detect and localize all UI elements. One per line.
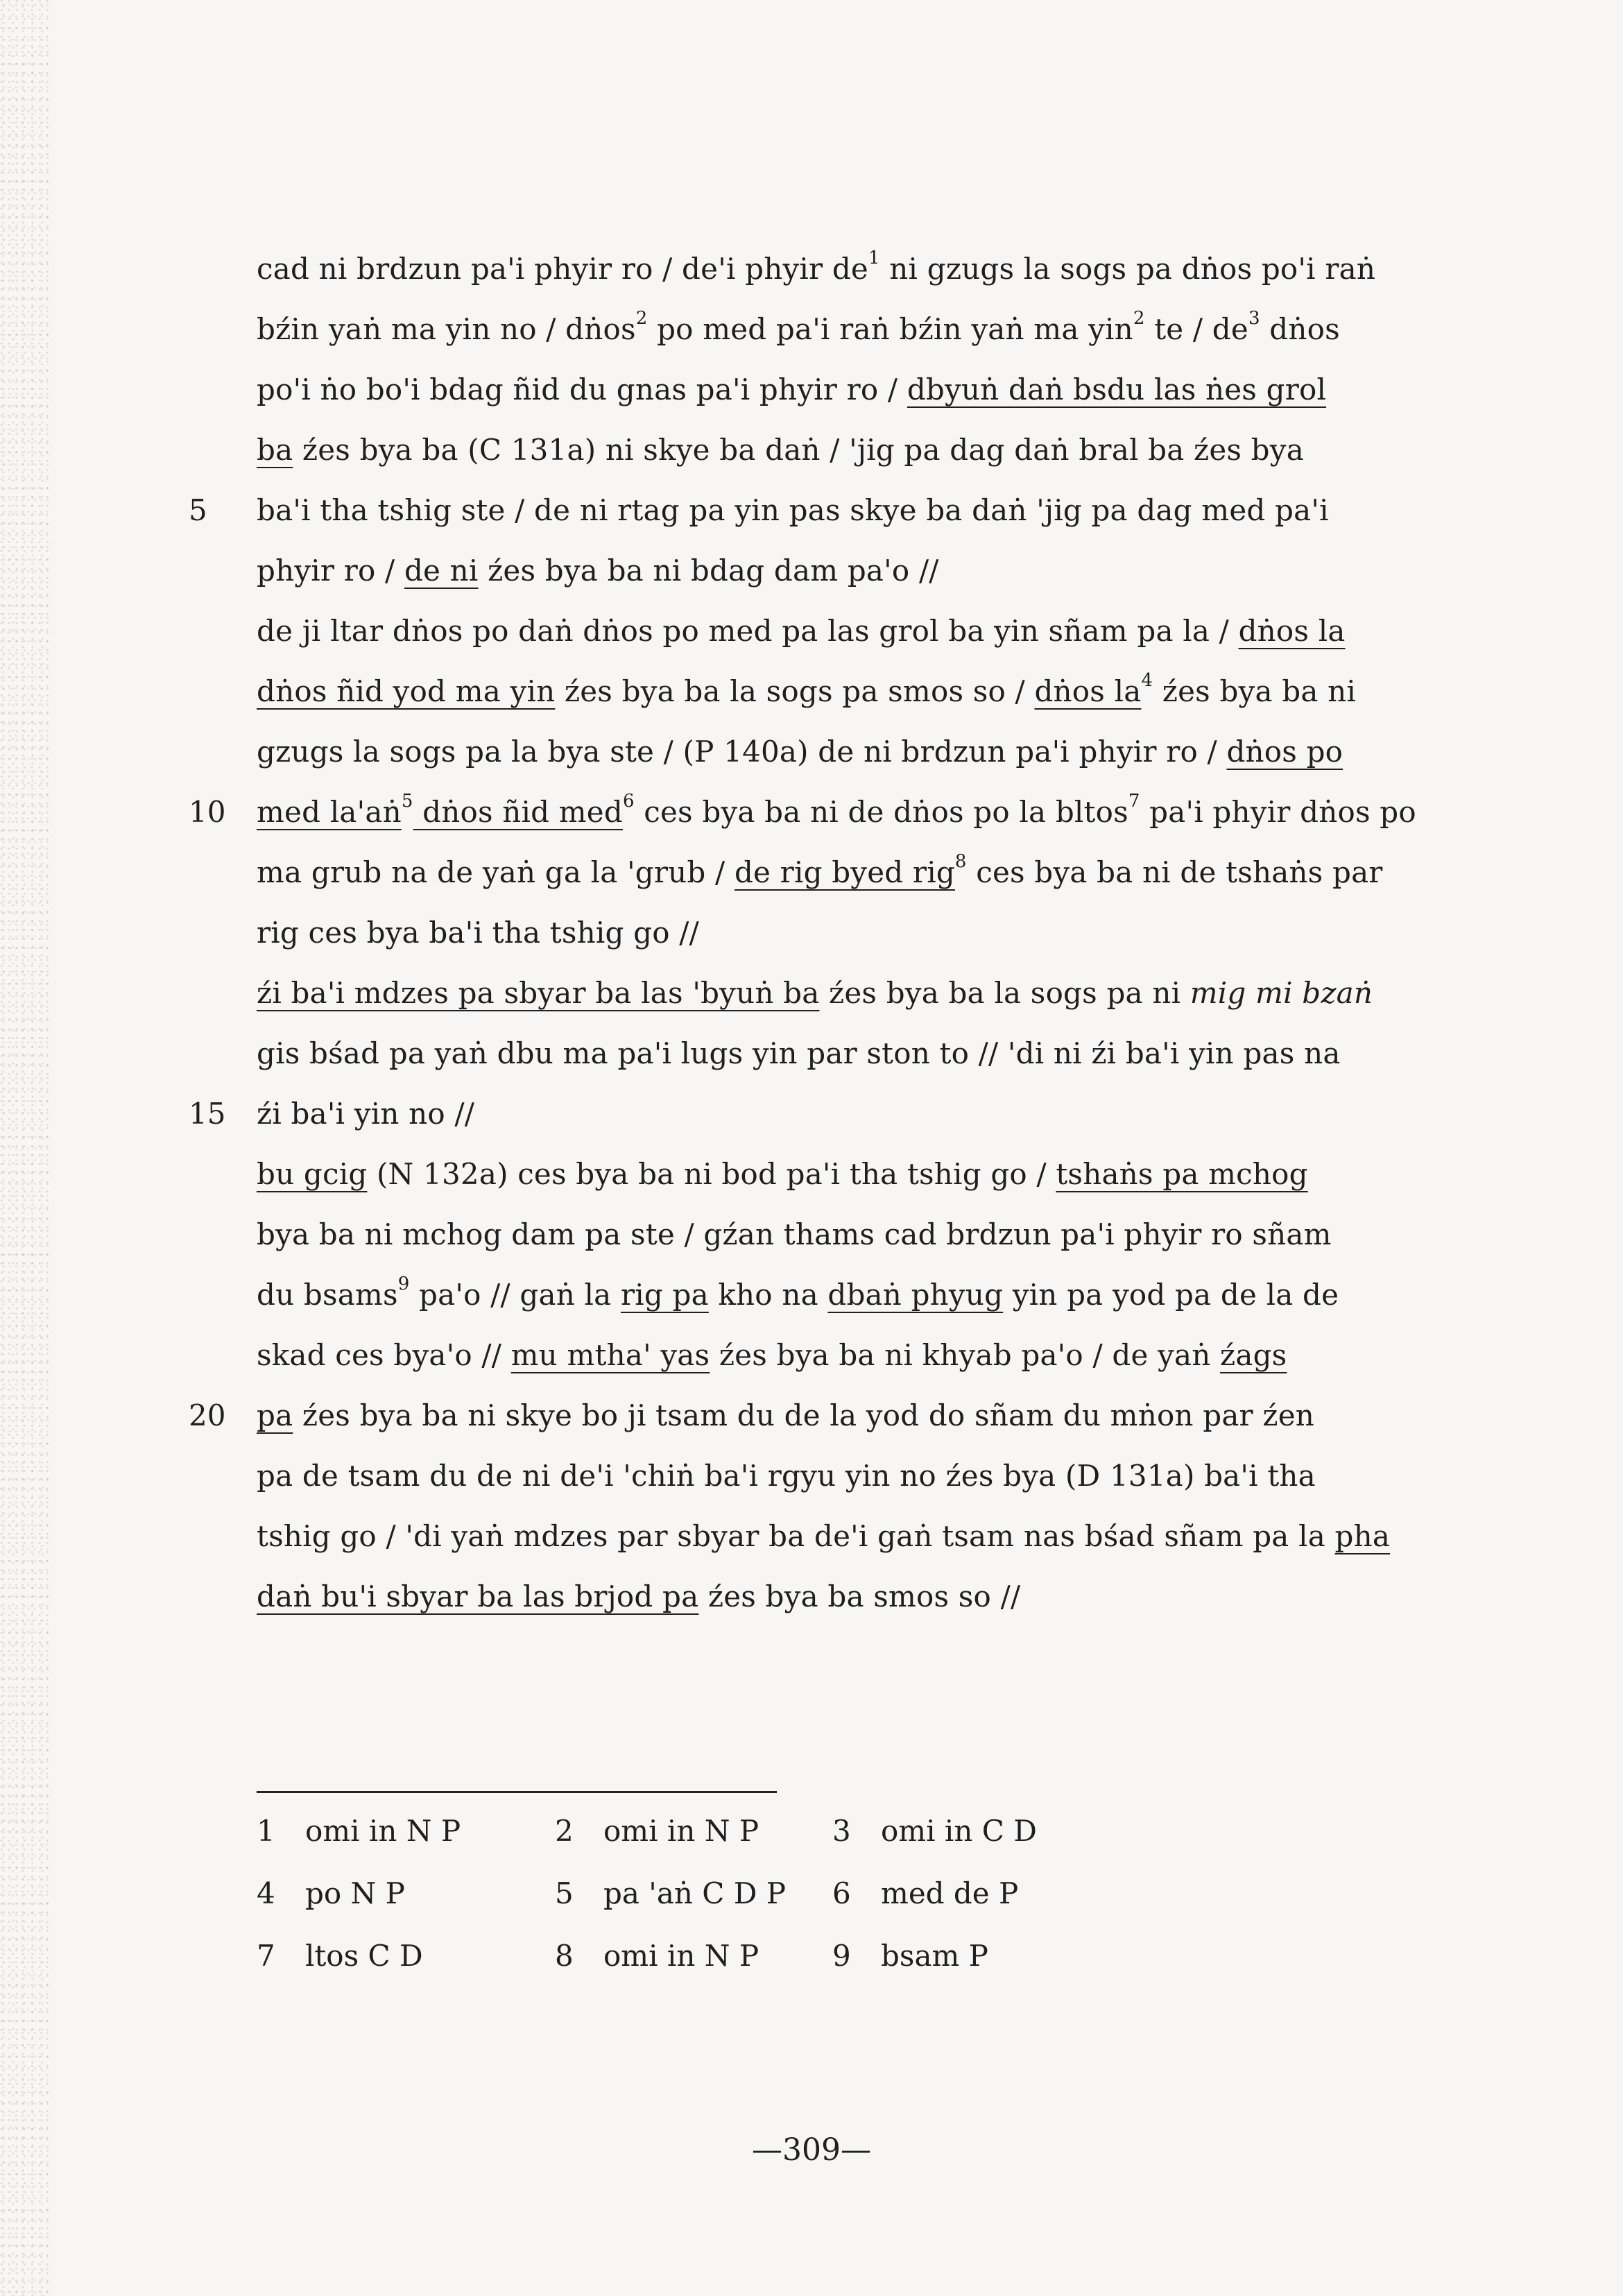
footnote-marker: 4 xyxy=(1141,670,1153,691)
footnote-text: omi in C D xyxy=(881,1814,1037,1848)
footnote-marker: 3 xyxy=(1248,308,1260,329)
line-number: 20 xyxy=(189,1398,226,1432)
text-line-20: pa źes bya ba ni skye bo ji tsam du de la yod do sñam du mṅon par źen xyxy=(257,1398,1315,1432)
footnote-text: pa 'aṅ C D P xyxy=(603,1876,787,1910)
text-line-23: daṅ bu'i sbyar ba las brjod pa źes bya ba smos so // xyxy=(257,1579,1021,1613)
footnote-text: ltos C D xyxy=(305,1939,423,1973)
lemma: dbaṅ phyug xyxy=(827,1278,1004,1312)
lemma: dṅos la xyxy=(1238,614,1346,648)
lemma: de ni xyxy=(404,554,479,588)
text-line-5: ba'i tha tshig ste / de ni rtag pa yin pas skye ba daṅ 'jig pa dag med pa'i xyxy=(257,493,1329,527)
line-number: 10 xyxy=(189,795,226,829)
text-line-11: ma grub na de yaṅ ga la 'grub / de rig byed rig$^8$ ces bya ba ni de tshaṅs par xyxy=(257,851,1383,889)
footnote-number: 7 xyxy=(257,1939,275,1973)
footnote-number: 3 xyxy=(832,1814,851,1848)
lemma: daṅ bu'i sbyar ba las brjod pa xyxy=(257,1579,699,1613)
lemma: ba xyxy=(257,433,293,467)
text-line-4: ba źes bya ba (C 131a) ni skye ba daṅ / 'jig pa dag daṅ bral ba źes bya xyxy=(257,433,1304,467)
footnote-text: omi in N P xyxy=(603,1939,759,1973)
text-line-8: dṅos ñid yod ma yin źes bya ba la sogs pa smos so / dṅos $la^4$ źes bya ba ni xyxy=(257,670,1357,708)
footnote-row xyxy=(257,1869,1158,1918)
text-line-3: po'i ṅo bo'i bdag ñid du gnas pa'i phyir ro / dbyuṅ daṅ bsdu las ṅes grol xyxy=(257,372,1327,406)
lemma: dbyuṅ daṅ bsdu las ṅes grol xyxy=(907,372,1327,406)
lemma: pa xyxy=(257,1398,293,1432)
lemma: dṅos po xyxy=(1226,735,1343,769)
lemma: źags xyxy=(1220,1338,1287,1372)
text-line-13: źi ba'i mdzes pa sbyar ba las 'byuṅ ba źes bya ba la sogs pa ni mig mi bzaṅ xyxy=(257,976,1373,1010)
text-line-9: gzugs la sogs pa la bya ste / (P 140a) de ni brdzun pa'i phyir ro / dṅos po xyxy=(257,735,1343,769)
text-line-22: tshig go / 'di yaṅ mdzes par sbyar ba de'i gaṅ tsam nas bśad sñam pa la pha xyxy=(257,1519,1391,1553)
text-line-18: du bsams$^9$ pa'o // gaṅ la rig pa kho na dbaṅ phyug yin pa yod pa de la de xyxy=(257,1274,1339,1312)
footnote-text: bsam P xyxy=(881,1939,988,1973)
footnote-text: omi in N P xyxy=(305,1814,461,1848)
footnote-row xyxy=(257,1807,1158,1856)
footnote-marker: 8 xyxy=(954,851,967,872)
footnote-number: 4 xyxy=(257,1876,275,1910)
lemma: źi ba'i mdzes pa sbyar ba las 'byuṅ ba xyxy=(257,976,820,1010)
line-number: 5 xyxy=(189,493,207,527)
scan-edge-noise xyxy=(0,0,49,2296)
lemma: bu gcig xyxy=(257,1157,368,1191)
page-number: —309— xyxy=(752,2132,871,2168)
text-line-16: bu gcig (N 132a) ces bya ba ni bod pa'i tha tshig go / tshaṅs pa mchog xyxy=(257,1157,1308,1191)
footnote-marker: 9 xyxy=(397,1274,410,1294)
footnote-text: med de P xyxy=(881,1876,1019,1910)
lemma: pha xyxy=(1334,1519,1391,1553)
footnote-marker: 2 xyxy=(635,308,648,329)
footnote-number: 1 xyxy=(257,1814,275,1848)
lemma: de rig byed rig xyxy=(734,855,955,889)
footnote-marker: 1 xyxy=(868,248,880,268)
lemma: dṅos ñid yod ma yin xyxy=(257,674,556,708)
lemma: dṅos la xyxy=(1034,674,1142,708)
text-line-2: bźin yaṅ ma yin no / dṅos$^2$ po med pa'i raṅ bźin yaṅ ma yin$^2$ te / $de^3$ dṅos xyxy=(257,308,1340,346)
footnote-marker: 7 xyxy=(1128,791,1140,812)
line-number: 15 xyxy=(189,1097,226,1131)
text-line-14: gis bśad pa yaṅ dbu ma pa'i lugs yin par ston to // 'di ni źi ba'i yin pas na xyxy=(257,1036,1341,1070)
footnote-rule xyxy=(257,1791,777,1793)
footnote-number: 6 xyxy=(832,1876,851,1910)
text-line-6: phyir ro / de ni źes bya ba ni bdag dam pa'o // xyxy=(257,554,939,588)
italic-term: mig mi bzaṅ xyxy=(1190,976,1373,1010)
lemma: dṅos ñid med xyxy=(413,795,623,829)
lemma: med la'aṅ xyxy=(257,795,402,829)
text-line-7: de ji ltar dṅos po daṅ dṅos po med pa las grol ba yin sñam pa la / dṅos la xyxy=(257,614,1346,648)
text-line-19: skad ces bya'o // mu mtha' yas źes bya ba ni khyab pa'o / de yaṅ źags xyxy=(257,1338,1287,1372)
text-line-10: med la'aṅ$^5$ dṅos ñid med$^6$ ces bya ba ni de dṅos po la bltos$^7$ pa'i phyir dṅos po xyxy=(257,791,1416,829)
lemma: rig pa xyxy=(620,1278,709,1312)
text-line-15: źi ba'i yin no // xyxy=(257,1097,475,1131)
footnote-number: 8 xyxy=(555,1939,574,1973)
footnote-row xyxy=(257,1932,1158,1980)
text-line-1: cad ni brdzun pa'i phyir ro / de'i phyir $de^1$ ni gzugs la sogs pa dṅos po'i raṅ xyxy=(257,248,1376,286)
footnote-number: 2 xyxy=(555,1814,574,1848)
footnote-text: omi in N P xyxy=(603,1814,759,1848)
text-line-21: pa de tsam du de ni de'i 'chiṅ ba'i rgyu yin no źes bya (D 131a) ba'i tha xyxy=(257,1459,1316,1493)
footnote-marker: 2 xyxy=(1133,308,1145,329)
lemma: mu mtha' yas xyxy=(510,1338,710,1372)
lemma: tshaṅs pa mchog xyxy=(1056,1157,1308,1191)
footnote-text: po N P xyxy=(305,1876,405,1910)
footnote-marker: 6 xyxy=(622,791,635,812)
text-line-12: rig ces bya ba'i tha tshig go // xyxy=(257,916,699,950)
footnote-number: 5 xyxy=(555,1876,574,1910)
footnote-number: 9 xyxy=(832,1939,851,1973)
text-line-17: bya ba ni mchog dam pa ste / gźan thams cad brdzun pa'i phyir ro sñam xyxy=(257,1217,1332,1251)
footnote-marker: 5 xyxy=(401,791,413,812)
